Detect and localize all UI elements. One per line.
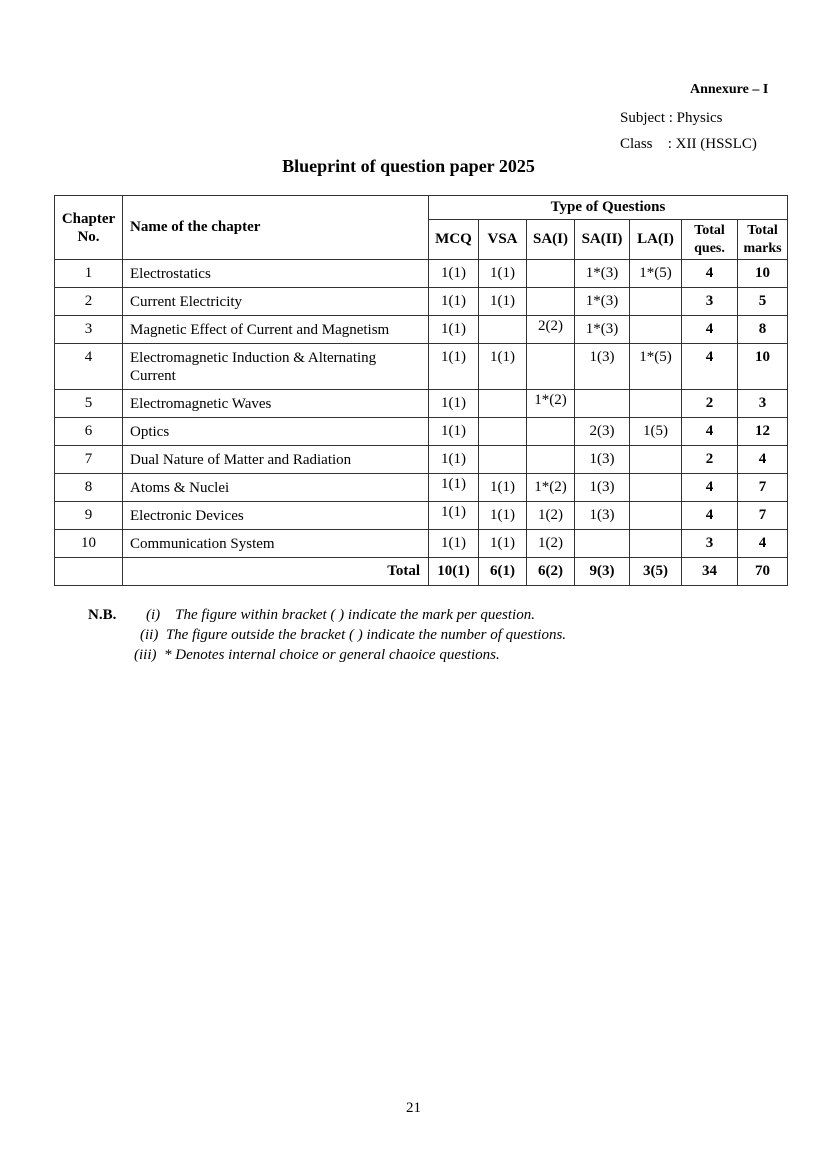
chapter-no: 2 [55, 288, 123, 316]
cell-total-ques: 4 [682, 260, 738, 288]
cell-vsa [479, 316, 527, 344]
chapter-name: Electrostatics [123, 260, 429, 288]
chapter-no: 10 [55, 530, 123, 558]
total-mcq: 10(1) [429, 558, 479, 586]
header-vsa: VSA [479, 220, 527, 260]
cell-total-ques: 4 [682, 316, 738, 344]
cell-sa1: 1(2) [527, 502, 575, 530]
cell-la1 [630, 390, 682, 418]
cell-mcq: 1(1) [429, 390, 479, 418]
cell-mcq: 1(1) [429, 344, 479, 390]
note-number: (iii) [134, 647, 157, 663]
cell-vsa: 1(1) [479, 530, 527, 558]
cell-sa1 [527, 344, 575, 390]
table-row [55, 502, 788, 530]
table-row [55, 474, 788, 502]
chapter-name: Electromagnetic Induction & Alternating Current [123, 344, 429, 390]
cell-la1 [630, 502, 682, 530]
cell-total-marks: 7 [738, 474, 788, 502]
cell-sa2: 1(3) [575, 474, 630, 502]
cell-mcq: 1(1) [429, 316, 479, 344]
chapter-name: Optics [123, 418, 429, 446]
cell-vsa: 1(1) [479, 260, 527, 288]
cell-sa2 [575, 390, 630, 418]
cell-sa2: 2(3) [575, 418, 630, 446]
total-label: Total [123, 558, 429, 586]
chapter-name: Dual Nature of Matter and Radiation [123, 446, 429, 474]
cell-sa2: 1(3) [575, 502, 630, 530]
cell-sa1: 2(2) [527, 316, 575, 344]
table-row [55, 344, 788, 390]
chapter-no: 9 [55, 502, 123, 530]
cell-total-marks: 10 [738, 344, 788, 390]
total-ques: 34 [682, 558, 738, 586]
header-chapter-name: Name of the chapter [123, 196, 429, 260]
cell-vsa [479, 418, 527, 446]
header-type-of-questions: Type of Questions [429, 196, 788, 220]
table-row [55, 530, 788, 558]
cell-total-marks: 4 [738, 446, 788, 474]
cell-la1 [630, 316, 682, 344]
chapter-no: 1 [55, 260, 123, 288]
class-line [620, 136, 757, 153]
subject-label: Subject : [620, 110, 673, 126]
class-label: Class [620, 136, 653, 152]
note-text: * Denotes internal choice or general chaoice questions. [164, 647, 500, 663]
cell-sa2: 1*(3) [575, 260, 630, 288]
note-text: The figure within bracket ( ) indicate the mark per question. [175, 607, 535, 623]
header-sa1: SA(I) [527, 220, 575, 260]
table-row [55, 260, 788, 288]
chapter-no: 7 [55, 446, 123, 474]
cell-sa1 [527, 288, 575, 316]
cell-mcq: 1(1) [429, 474, 479, 502]
cell-la1 [630, 446, 682, 474]
cell-sa2 [575, 530, 630, 558]
cell-mcq: 1(1) [429, 260, 479, 288]
cell-total-marks: 5 [738, 288, 788, 316]
chapter-name: Current Electricity [123, 288, 429, 316]
total-marks: 70 [738, 558, 788, 586]
note-item [140, 627, 566, 644]
cell-sa2: 1(3) [575, 446, 630, 474]
cell-mcq: 1(1) [429, 502, 479, 530]
chapter-name: Atoms & Nuclei [123, 474, 429, 502]
cell-vsa [479, 390, 527, 418]
total-row-blank [55, 558, 123, 586]
cell-la1: 1*(5) [630, 260, 682, 288]
page-number: 21 [406, 1100, 421, 1116]
cell-vsa: 1(1) [479, 474, 527, 502]
header-total-ques: Total ques. [682, 220, 738, 260]
note-item [146, 607, 535, 624]
cell-total-ques: 3 [682, 530, 738, 558]
cell-la1 [630, 474, 682, 502]
note-number: (i) [146, 607, 161, 623]
cell-mcq: 1(1) [429, 530, 479, 558]
cell-total-marks: 3 [738, 390, 788, 418]
note-number: (ii) [140, 627, 159, 643]
cell-sa1: 1*(2) [527, 474, 575, 502]
cell-total-ques: 4 [682, 474, 738, 502]
cell-vsa: 1(1) [479, 344, 527, 390]
table-row [55, 446, 788, 474]
chapter-name: Communication System [123, 530, 429, 558]
cell-sa2: 1*(3) [575, 316, 630, 344]
total-vsa: 6(1) [479, 558, 527, 586]
chapter-name: Electronic Devices [123, 502, 429, 530]
chapter-no: 3 [55, 316, 123, 344]
cell-total-marks: 8 [738, 316, 788, 344]
cell-total-marks: 4 [738, 530, 788, 558]
chapter-name: Magnetic Effect of Current and Magnetism [123, 316, 429, 344]
header-chapter-no: Chapter No. [55, 196, 123, 260]
cell-total-marks: 7 [738, 502, 788, 530]
cell-total-ques: 3 [682, 288, 738, 316]
cell-sa1 [527, 260, 575, 288]
header-la1: LA(I) [630, 220, 682, 260]
cell-la1 [630, 530, 682, 558]
subject-line [620, 110, 723, 127]
table-row [55, 390, 788, 418]
cell-total-ques: 4 [682, 418, 738, 446]
annexure-label: Annexure – I [690, 82, 769, 97]
cell-vsa: 1(1) [479, 288, 527, 316]
cell-la1 [630, 288, 682, 316]
cell-sa1: 1*(2) [527, 390, 575, 418]
header-sa2: SA(II) [575, 220, 630, 260]
subject-value: Physics [676, 110, 723, 126]
blueprint-table [54, 195, 788, 586]
total-row [55, 558, 788, 586]
table-row [55, 288, 788, 316]
notes-label: N.B. [88, 607, 117, 623]
cell-sa2: 1*(3) [575, 288, 630, 316]
note-item [134, 647, 500, 664]
total-sa1: 6(2) [527, 558, 575, 586]
class-value: : XII (HSSLC) [667, 136, 757, 152]
chapter-no: 4 [55, 344, 123, 390]
header-mcq: MCQ [429, 220, 479, 260]
chapter-no: 5 [55, 390, 123, 418]
chapter-no: 6 [55, 418, 123, 446]
cell-sa2: 1(3) [575, 344, 630, 390]
table-row [55, 418, 788, 446]
cell-sa1 [527, 418, 575, 446]
cell-vsa [479, 446, 527, 474]
cell-total-ques: 4 [682, 502, 738, 530]
cell-la1: 1*(5) [630, 344, 682, 390]
cell-total-ques: 2 [682, 446, 738, 474]
total-la1: 3(5) [630, 558, 682, 586]
cell-total-ques: 4 [682, 344, 738, 390]
chapter-name: Electromagnetic Waves [123, 390, 429, 418]
total-sa2: 9(3) [575, 558, 630, 586]
cell-total-marks: 10 [738, 260, 788, 288]
cell-sa1: 1(2) [527, 530, 575, 558]
note-text: The figure outside the bracket ( ) indicate the number of questions. [165, 627, 567, 643]
cell-vsa: 1(1) [479, 502, 527, 530]
cell-sa1 [527, 446, 575, 474]
page-title: Blueprint of question paper 2025 [282, 156, 535, 176]
table-row [55, 316, 788, 344]
cell-mcq: 1(1) [429, 446, 479, 474]
cell-mcq: 1(1) [429, 418, 479, 446]
cell-la1: 1(5) [630, 418, 682, 446]
cell-total-marks: 12 [738, 418, 788, 446]
chapter-no: 8 [55, 474, 123, 502]
header-total-marks: Total marks [738, 220, 788, 260]
cell-total-ques: 2 [682, 390, 738, 418]
cell-mcq: 1(1) [429, 288, 479, 316]
